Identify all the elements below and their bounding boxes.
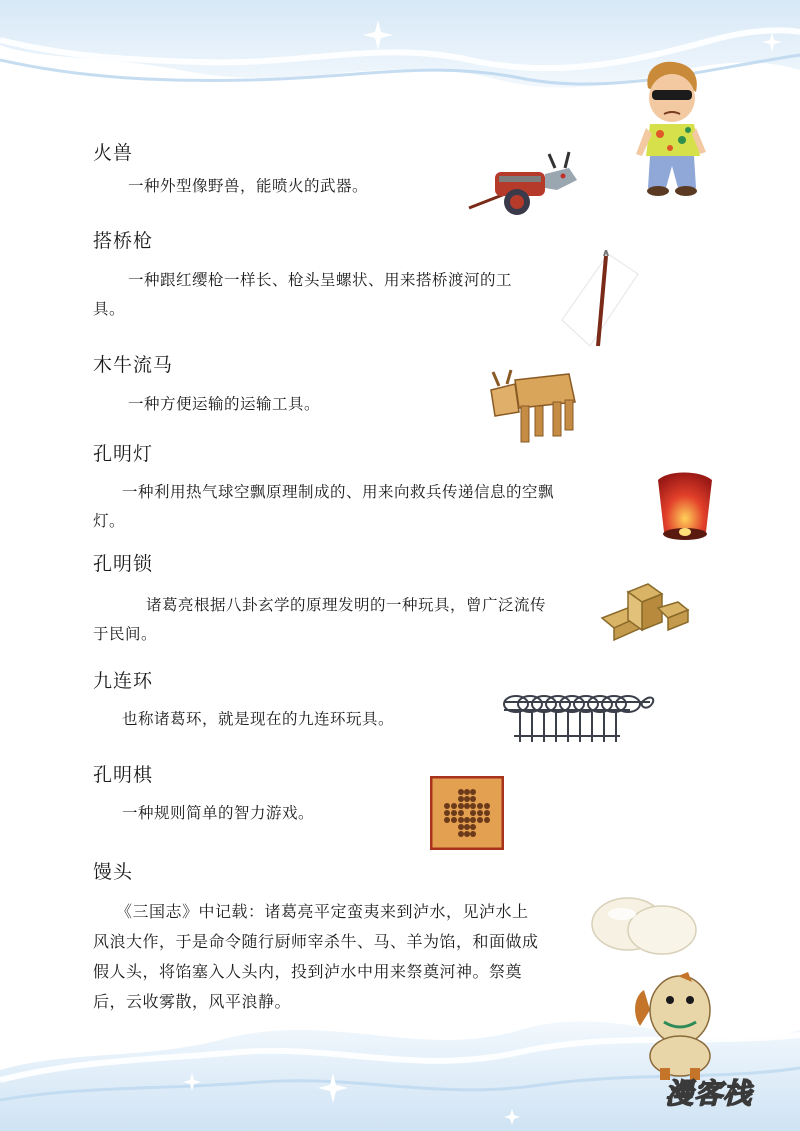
bridge-spear-illustration — [560, 250, 640, 350]
entry-desc-kongmingdeng-line2: 灯。 — [93, 512, 126, 530]
entry-desc-kongmingdeng-line1: 一种利用热气球空飘原理制成的、用来向救兵传递信息的空飘 — [122, 483, 555, 501]
watermark-logo: 漫客栈 — [665, 1077, 753, 1110]
entry-title-huoshou: 火兽 — [93, 142, 134, 164]
entry-desc-kongmingqi: 一种规则简单的智力游戏。 — [122, 804, 315, 822]
entry-title-muniuliuma: 木牛流马 — [93, 354, 174, 376]
kongming-lock-illustration — [598, 578, 690, 650]
entry-desc-kongmingsuo-line1: 诸葛亮根据八卦玄学的原理发明的一种玩具，曾广泛流传 — [146, 596, 547, 614]
entry-desc-mantou-line3: 假人头，将馅塞入人头内，投到泸水中用来祭奠河神。祭奠 — [93, 962, 523, 981]
entry-desc-daqiaoqiang-line1: 一种跟红缨枪一样长、枪头呈螺状、用来搭桥渡河的工 — [128, 271, 513, 289]
entry-desc-muniuliuma: 一种方便运输的运输工具。 — [128, 395, 321, 413]
steamed-buns-illustration — [588, 890, 700, 956]
entry-title-jiulianhuan: 九连环 — [93, 670, 154, 692]
nine-linked-rings-illustration — [500, 688, 658, 748]
entry-desc-huoshou: 一种外型像野兽，能喷火的武器。 — [128, 177, 369, 195]
entry-desc-daqiaoqiang-line2: 具。 — [93, 300, 126, 318]
entry-desc-jiulianhuan: 也称诸葛环，就是现在的九连环玩具。 — [122, 710, 395, 728]
entry-title-kongmingqi: 孔明棋 — [93, 764, 154, 786]
entry-title-mantou: 馒头 — [93, 861, 134, 883]
entry-title-kongmingdeng: 孔明灯 — [93, 443, 154, 465]
cartoon-horse-illustration — [630, 970, 726, 1082]
wooden-ox-illustration — [485, 362, 580, 447]
entry-title-kongmingsuo: 孔明锁 — [93, 553, 154, 575]
kongming-chess-illustration — [430, 776, 504, 850]
entry-desc-mantou-line1: 《三国志》中记载：诸葛亮平定蛮夷来到泸水，见泸水上 — [116, 902, 529, 921]
entry-desc-mantou-line4: 后，云收雾散，风平浪静。 — [93, 992, 292, 1011]
cartoon-man-illustration — [630, 58, 715, 198]
entry-desc-kongmingsuo-line2: 于民间。 — [93, 625, 158, 643]
entry-desc-mantou-line2: 风浪大作，于是命令随行厨师宰杀牛、马、羊为馅，和面做成 — [93, 932, 539, 951]
kongming-lantern-illustration — [648, 468, 720, 548]
entry-title-daqiaoqiang: 搭桥枪 — [93, 230, 154, 252]
fire-beast-cart-illustration — [465, 150, 585, 220]
